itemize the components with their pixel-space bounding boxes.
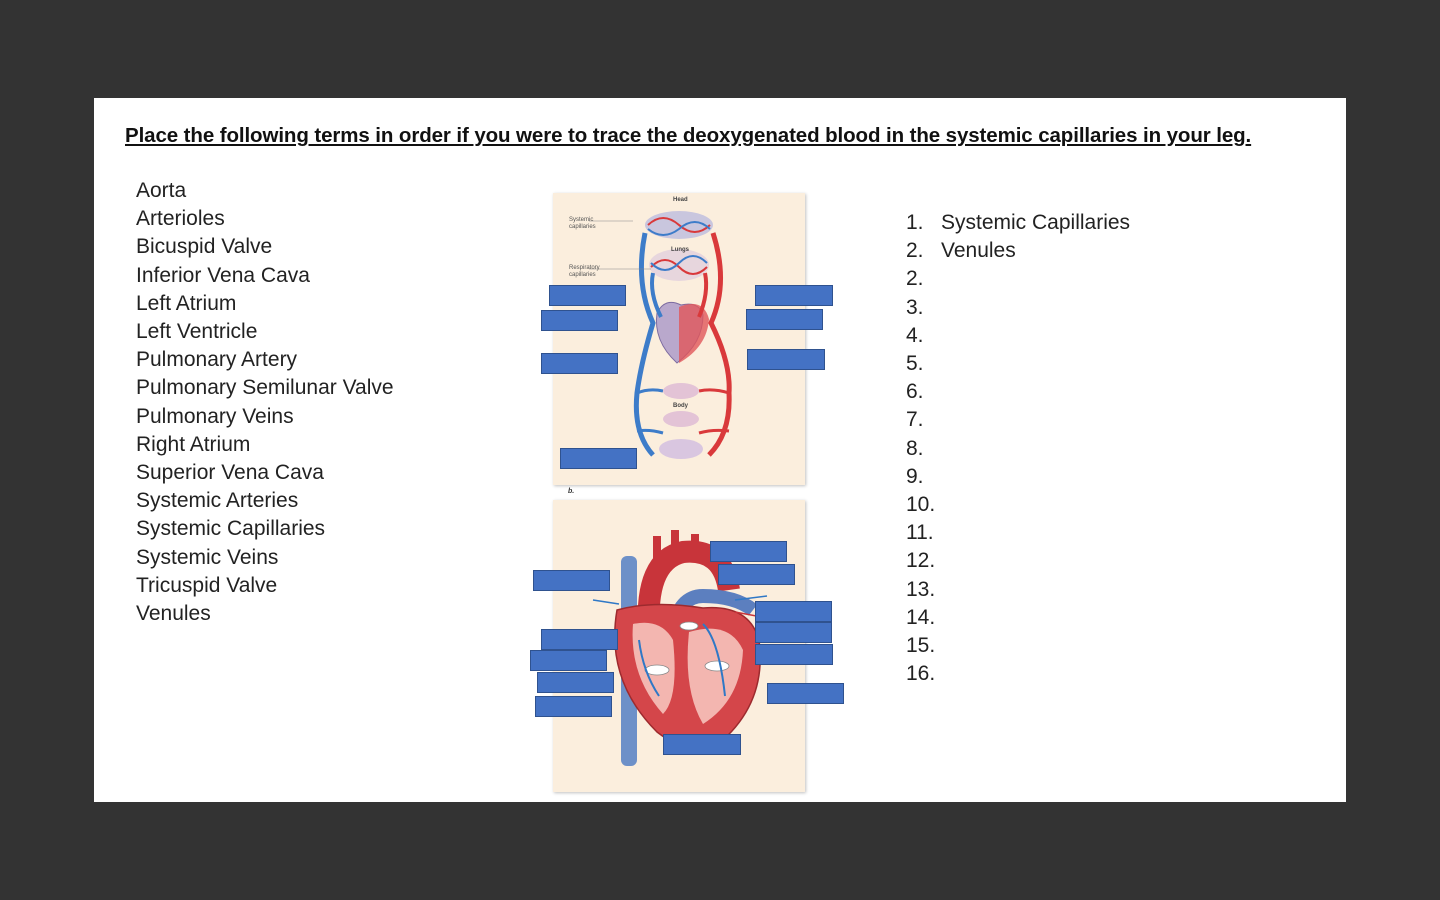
aortic-branch: [671, 530, 679, 556]
tricuspid-valve: [645, 665, 669, 675]
order-item[interactable]: [906, 463, 1130, 491]
order-item[interactable]: [906, 378, 1130, 406]
capillaries-label: capillaries: [569, 272, 596, 278]
systemic-arteries: [709, 233, 729, 455]
capillaries-label: capillaries: [569, 224, 596, 230]
order-number: 5.: [906, 352, 924, 376]
order-item[interactable]: [906, 294, 1130, 322]
order-number: 1.: [906, 211, 924, 234]
aortic-branch: [691, 534, 699, 556]
heart-right: [679, 304, 709, 363]
label-box[interactable]: [755, 285, 833, 306]
label-box[interactable]: [718, 564, 795, 585]
label-box[interactable]: [767, 683, 844, 704]
term-item: Venules: [136, 602, 211, 626]
order-item[interactable]: [906, 435, 1130, 463]
order-item[interactable]: [906, 519, 1130, 547]
order-item[interactable]: [906, 350, 1130, 378]
term-item: Systemic Veins: [136, 545, 279, 569]
answer-order-list: [906, 209, 1130, 688]
body-label: Body: [673, 403, 688, 409]
vein-branch: [637, 390, 663, 393]
order-answer: Systemic Capillaries: [941, 211, 1131, 234]
order-item[interactable]: [906, 237, 1130, 265]
label-box[interactable]: [549, 285, 626, 306]
label-box[interactable]: [530, 650, 607, 671]
label-box[interactable]: [710, 541, 787, 562]
lungs-label: Lungs: [671, 247, 689, 253]
order-number: 9.: [906, 464, 924, 488]
label-box[interactable]: [747, 349, 825, 370]
label-box[interactable]: [537, 672, 614, 693]
slide: [94, 98, 1346, 802]
order-number: 2.: [906, 239, 924, 263]
order-number: 14.: [906, 605, 936, 629]
order-item[interactable]: [906, 576, 1130, 604]
term-item: Pulmonary Veins: [136, 404, 294, 428]
order-item[interactable]: [906, 209, 1130, 237]
term-item: Arterioles: [136, 207, 225, 231]
order-number: 7.: [906, 408, 924, 432]
order-number: 16.: [906, 662, 936, 686]
term-item: Tricuspid Valve: [136, 573, 278, 597]
circulation-svg: [553, 193, 805, 485]
order-item[interactable]: [906, 406, 1130, 434]
lung-capillaries: [649, 249, 709, 281]
figure-b-label: b.: [568, 488, 575, 495]
order-number: 10.: [906, 493, 936, 517]
order-number: 6.: [906, 380, 924, 404]
label-box[interactable]: [560, 448, 637, 469]
term-item: Pulmonary Artery: [136, 348, 298, 372]
order-number: 2.: [906, 267, 924, 291]
leg-capillaries: [659, 439, 703, 459]
label-box[interactable]: [533, 570, 610, 591]
order-number: 3.: [906, 295, 924, 319]
label-box[interactable]: [663, 734, 741, 755]
order-number: 11.: [906, 521, 934, 545]
bicuspid-valve: [705, 661, 729, 671]
term-item: Left Atrium: [136, 291, 237, 315]
term-item: Bicuspid Valve: [136, 235, 273, 259]
systemic-label: Systemic: [569, 217, 594, 223]
term-item: Right Atrium: [136, 432, 251, 456]
flow-arrow: [593, 600, 619, 604]
order-item[interactable]: [906, 604, 1130, 632]
pulmonary-artery: [652, 273, 661, 317]
body-capillaries: [663, 411, 699, 427]
terms-list: [136, 177, 394, 628]
label-box[interactable]: [755, 644, 833, 665]
term-item: Left Ventricle: [136, 320, 258, 344]
term-item: Systemic Arteries: [136, 489, 299, 513]
order-item[interactable]: [906, 265, 1130, 293]
order-number: 4.: [906, 323, 924, 347]
label-box[interactable]: [755, 622, 832, 643]
term-item: Aorta: [136, 179, 187, 202]
order-item[interactable]: [906, 322, 1130, 350]
respiratory-label: Respiratory: [569, 265, 600, 271]
term-item: Systemic Capillaries: [136, 517, 326, 541]
head-label: Head: [673, 197, 688, 203]
order-item[interactable]: [906, 632, 1130, 660]
semilunar-valve: [680, 622, 698, 630]
label-box[interactable]: [541, 629, 618, 650]
order-number: 8.: [906, 436, 924, 460]
term-item: Inferior Vena Cava: [136, 263, 310, 287]
order-number: 12.: [906, 549, 936, 573]
order-number: 15.: [906, 634, 936, 658]
order-item[interactable]: [906, 491, 1130, 519]
body-capillaries: [663, 383, 699, 399]
artery-branch: [699, 390, 729, 393]
term-item: Pulmonary Semilunar Valve: [136, 376, 394, 400]
order-number: 13.: [906, 577, 936, 601]
label-box[interactable]: [755, 601, 832, 622]
label-box[interactable]: [541, 353, 618, 374]
order-answer: Venules: [941, 239, 1016, 263]
instructions-title: Place the following terms in order if you were to trace the deoxygenated blood in the systemic capillaries in your leg.: [125, 124, 1252, 147]
label-box[interactable]: [535, 696, 612, 717]
order-item[interactable]: [906, 547, 1130, 575]
label-box[interactable]: [541, 310, 618, 331]
aortic-branch: [653, 536, 661, 560]
label-box[interactable]: [746, 309, 823, 330]
circulation-diagram: [553, 193, 805, 485]
order-item[interactable]: [906, 660, 1130, 688]
term-item: Superior Vena Cava: [136, 461, 324, 485]
